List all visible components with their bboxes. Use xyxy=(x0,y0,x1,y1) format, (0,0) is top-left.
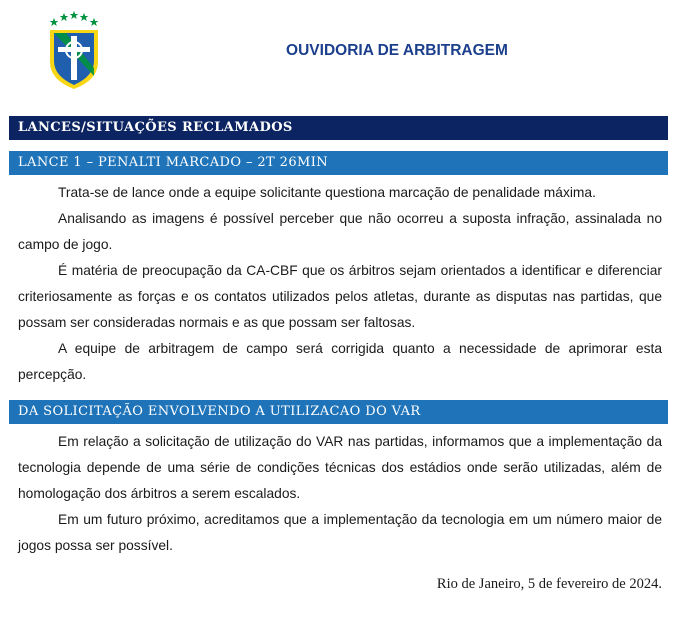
lance-paragraph-1: Trata-se de lance onde a equipe solicitante questiona marcação de penalidade máxima. xyxy=(58,185,596,200)
section-header-lances: LANCES/SITUAÇÕES RECLAMADOS xyxy=(9,116,668,140)
var-paragraph-2: Em um futuro próximo, acreditamos que a implementação da tecnologia em um número maior de jogos possa ser possível. xyxy=(18,512,662,553)
lance-paragraph-3: É matéria de preocupação da CA-CBF que os árbitros sejam orientados a identificar e diferenciar criteriosamente as forças e os contatos utilizados pelos atletas, durante as disputas nas partidas, que possam ser consideradas normais e as que possam ser faltosas. xyxy=(18,263,662,330)
page-title: OUVIDORIA DE ARBITRAGEM xyxy=(286,42,508,59)
var-paragraph-1: Em relação a solicitação de utilização do VAR nas partidas, informamos que a implementação da tecnologia depende de uma série de condições técnicas dos estádios onde serão utilizadas, além de homologação dos árbitros a serem escalados. xyxy=(18,434,662,501)
section-header-lance-1: LANCE 1 – PENALTI MARCADO – 2T 26MIN xyxy=(9,151,668,175)
stars-icon xyxy=(50,11,99,26)
lance-paragraph-2: Analisando as imagens é possível perceber que não ocorreu a suposta infração, assinalada no campo de jogo. xyxy=(18,211,662,252)
document-date: Rio de Janeiro, 5 de fevereiro de 2024. xyxy=(436,576,662,592)
section-header-var: DA SOLICITAÇÃO ENVOLVENDO A UTILIZACAO DO VAR xyxy=(9,400,668,424)
lance-paragraph-4: A equipe de arbitragem de campo será corrigida quanto a necessidade de aprimorar esta percepção. xyxy=(18,341,662,382)
